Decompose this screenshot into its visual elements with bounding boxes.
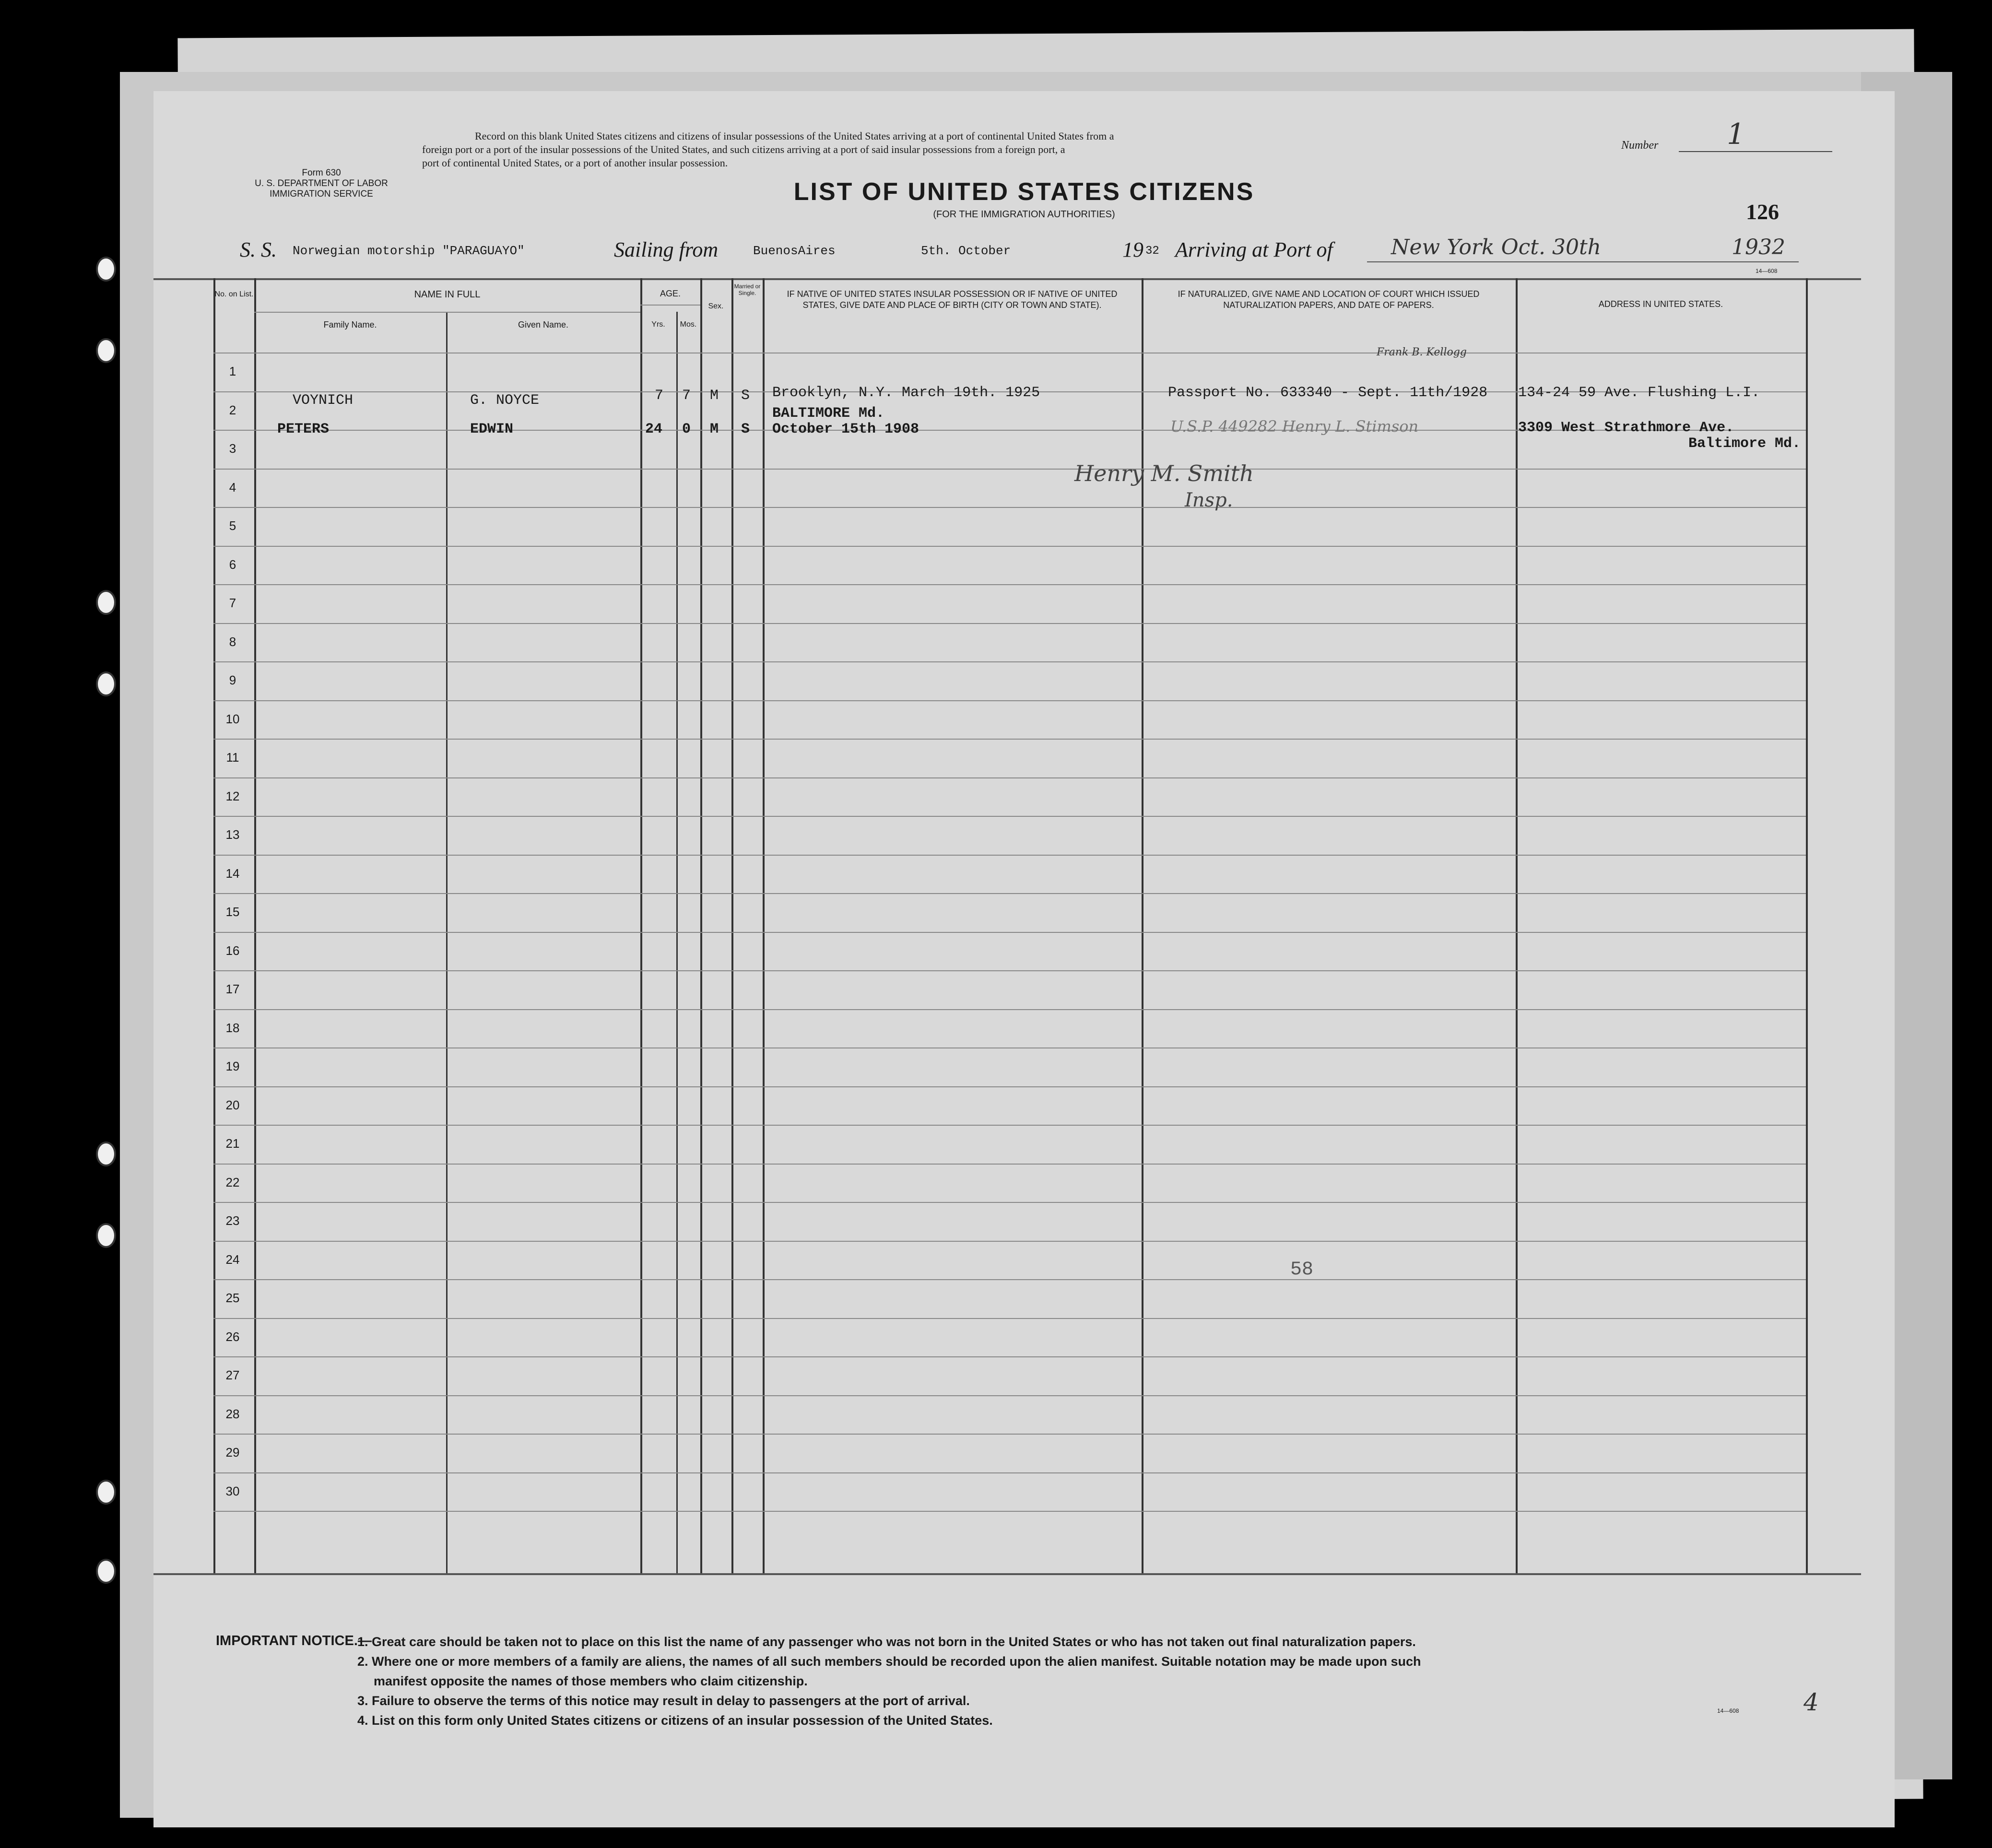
- col-header-sex: Sex.: [708, 302, 724, 310]
- address-2-city: Baltimore Md.: [1688, 436, 1801, 452]
- row-number: 8: [229, 635, 236, 649]
- age-yrs-2: 24: [645, 421, 663, 437]
- row-rule: [213, 700, 1806, 701]
- number-underline: [1679, 151, 1832, 152]
- row-number: 3: [229, 441, 236, 456]
- row-rule: [213, 1279, 1806, 1280]
- row-rule: [213, 1472, 1806, 1473]
- notice-items: [357, 1632, 1421, 1730]
- given-name-2: EDWIN: [470, 421, 514, 437]
- row-number: 30: [225, 1484, 240, 1498]
- punch-hole: [96, 671, 116, 696]
- naturalized-1: Passport No. 633340 - Sept. 11th/1928: [1168, 385, 1488, 401]
- number-value: 1: [1727, 118, 1745, 151]
- row-number: 1: [229, 364, 236, 378]
- ss-label: S. S.: [240, 238, 277, 261]
- page-subtitle: (FOR THE IMMIGRATION AUTHORITIES): [933, 209, 1115, 220]
- inspector-signature: Henry M. Smith: [1074, 460, 1254, 486]
- row-number: 2: [229, 403, 236, 417]
- punch-hole: [96, 257, 116, 282]
- row-rule: [213, 932, 1806, 933]
- row-number: 16: [225, 943, 240, 958]
- sex-1: M: [710, 388, 719, 404]
- col-header-naturalized: IF NATURALIZED, GIVE NAME AND LOCATION OF COURT WHICH ISSUED NATURALIZATION PAPERS, AND DATE OF PAPERS.: [1178, 289, 1480, 310]
- page-number: 126: [1746, 200, 1779, 224]
- birth-1: Brooklyn, N.Y. March 19th. 1925: [772, 385, 1040, 401]
- row-rule: [213, 1395, 1806, 1396]
- row-number: 13: [225, 827, 240, 842]
- punch-hole: [96, 1223, 116, 1248]
- page-title: LIST OF UNITED STATES CITIZENS: [793, 178, 1255, 206]
- row-number: 14: [225, 866, 240, 881]
- notice-item: 2. Where one or more members of a family are aliens, the names of all such members should be recorded upon the alien manifest. Suitable notation may be made upon such: [357, 1654, 1421, 1669]
- manifest-page: [153, 91, 1895, 1827]
- row-number: 7: [229, 596, 236, 610]
- row-number: 27: [225, 1368, 240, 1382]
- birth-2-place: BALTIMORE Md.: [772, 405, 885, 422]
- notice-item: 1. Great care should be taken not to place on this list the name of any passenger who was not born in the United States or who has not taken out final naturalization papers.: [357, 1635, 1416, 1649]
- row-number: 22: [225, 1175, 240, 1189]
- row-number: 10: [225, 712, 240, 726]
- corner-mark: 4: [1803, 1688, 1819, 1716]
- row-rule: [213, 1511, 1806, 1512]
- col-header-birth: IF NATIVE OF UNITED STATES INSULAR POSSESSION OR IF NATIVE OF UNITED STATES, GIVE DATE AND PLACE OF BIRTH (CITY OR TOWN AND STATE).: [787, 289, 1118, 310]
- col-header-mos: Mos.: [680, 320, 697, 329]
- row-rule: [213, 623, 1806, 624]
- row-number: 15: [225, 905, 240, 919]
- punch-hole: [96, 338, 116, 363]
- row-number: 26: [225, 1330, 240, 1344]
- row-rule: [213, 661, 1806, 662]
- row-number: 23: [225, 1213, 240, 1228]
- row-number: 18: [225, 1021, 240, 1035]
- birth-2-date: October 15th 1908: [772, 421, 919, 437]
- row-number: 11: [226, 750, 239, 765]
- row-number: 21: [225, 1136, 240, 1151]
- punch-hole: [96, 1142, 116, 1166]
- arrival-port-date: New York Oct. 30th: [1391, 235, 1601, 259]
- row-rule: [213, 1086, 1806, 1087]
- footer-code: 14—608: [1717, 1707, 1739, 1714]
- arrival-underline: [1367, 261, 1799, 262]
- col-header-no: No. on List.: [214, 290, 254, 298]
- age-mos-2: 0: [682, 421, 691, 437]
- punch-hole: [96, 1480, 116, 1505]
- row-rule: [213, 1164, 1806, 1165]
- col-header-family: Family Name.: [323, 320, 377, 330]
- row-rule: [213, 1009, 1806, 1010]
- punch-hole: [96, 590, 116, 615]
- departure-port: BuenosAires: [753, 244, 836, 258]
- sailing-from-label: Sailing from: [614, 238, 719, 261]
- notice-item: manifest opposite the names of those members who claim citizenship.: [374, 1674, 808, 1688]
- row-number: 12: [225, 789, 240, 803]
- address-1: 134-24 59 Ave. Flushing L.I.: [1518, 385, 1760, 401]
- sex-2: M: [710, 421, 719, 437]
- form-instructions: Record on this blank United States citizens and citizens of insular possessions of the United States arriving at a port of continental United States from a foreign port or a port of the insular possessions of the United States, and such citizens arriving at a port of said insular possessions from a foreign port, a port of continental United States, or a port of another insular possession.: [422, 130, 1114, 169]
- row-rule: [213, 970, 1806, 971]
- row-rule: [213, 469, 1806, 470]
- arriving-label: Arriving at Port of: [1175, 238, 1333, 261]
- row-number: 28: [225, 1407, 240, 1421]
- family-name-2: PETERS: [277, 421, 330, 437]
- row-number: 24: [225, 1252, 240, 1267]
- punch-hole: [96, 1559, 116, 1584]
- notice-item: 4. List on this form only United States citizens or citizens of an insular possession of the United States.: [357, 1713, 993, 1728]
- row-number: 20: [225, 1098, 240, 1112]
- row-rule: [213, 816, 1806, 817]
- age-mos-1: 7: [682, 388, 691, 404]
- status-2: S: [741, 421, 750, 437]
- row-number: 17: [225, 982, 240, 996]
- row-rule: [213, 739, 1806, 740]
- row-number: 5: [229, 518, 236, 533]
- family-name-1: VOYNICH: [293, 392, 354, 409]
- row-number: 29: [225, 1445, 240, 1460]
- address-2-street: 3309 West Strathmore Ave.: [1518, 420, 1734, 436]
- row-rule: [213, 584, 1806, 585]
- row-rule: [213, 1202, 1806, 1203]
- naturalization-note: Frank B. Kellogg: [1377, 346, 1467, 358]
- row-number: 19: [225, 1059, 240, 1073]
- row-rule: [213, 546, 1806, 547]
- row-rule: [213, 1241, 1806, 1242]
- row-rule: [213, 507, 1806, 508]
- col-header-given: Given Name.: [518, 320, 569, 330]
- status-1: S: [741, 388, 750, 404]
- row-rule: [213, 1318, 1806, 1319]
- col-header-age: AGE.: [660, 289, 681, 298]
- col-header-address: ADDRESS IN UNITED STATES.: [1598, 299, 1723, 309]
- col-header-name: NAME IN FULL: [414, 289, 481, 300]
- row-rule: [213, 777, 1806, 778]
- department: U. S. DEPARTMENT OF LABOR: [255, 178, 388, 188]
- arrival-year: 1932: [1732, 235, 1785, 259]
- row-rule: [213, 893, 1806, 894]
- number-label: Number: [1621, 139, 1659, 152]
- row-rule: [213, 1125, 1806, 1126]
- small-print-code: 14—608: [1756, 268, 1778, 274]
- col-header-yrs: Yrs.: [651, 320, 665, 329]
- row-rule: [213, 1356, 1806, 1357]
- row-rule: [213, 855, 1806, 856]
- notice-label: IMPORTANT NOTICE.—: [216, 1633, 372, 1648]
- row-number: 4: [229, 480, 236, 494]
- row-number: 25: [225, 1291, 240, 1305]
- year-prefix: 19: [1122, 238, 1143, 261]
- naturalized-2: U.S.P. 449282 Henry L. Stimson: [1170, 417, 1419, 436]
- service: IMMIGRATION SERVICE: [270, 189, 373, 199]
- row-number: 6: [229, 557, 236, 572]
- row-number: 9: [229, 673, 236, 687]
- inspector-title: Insp.: [1185, 489, 1233, 511]
- col-header-married: Married or Single.: [734, 283, 761, 296]
- year-suffix: 32: [1145, 245, 1159, 258]
- departure-date: 5th. October: [921, 244, 1011, 258]
- notice-item: 3. Failure to observe the terms of this notice may result in delay to passengers at the port of arrival.: [357, 1694, 970, 1708]
- ship-name: Norwegian motorship "PARAGUAYO": [293, 244, 525, 258]
- stamp-number: 58: [1290, 1259, 1314, 1281]
- age-yrs-1: 7: [655, 388, 664, 404]
- row-rule: [213, 1434, 1806, 1435]
- given-name-1: G. NOYCE: [470, 392, 540, 409]
- form-number: Form 630: [302, 168, 341, 178]
